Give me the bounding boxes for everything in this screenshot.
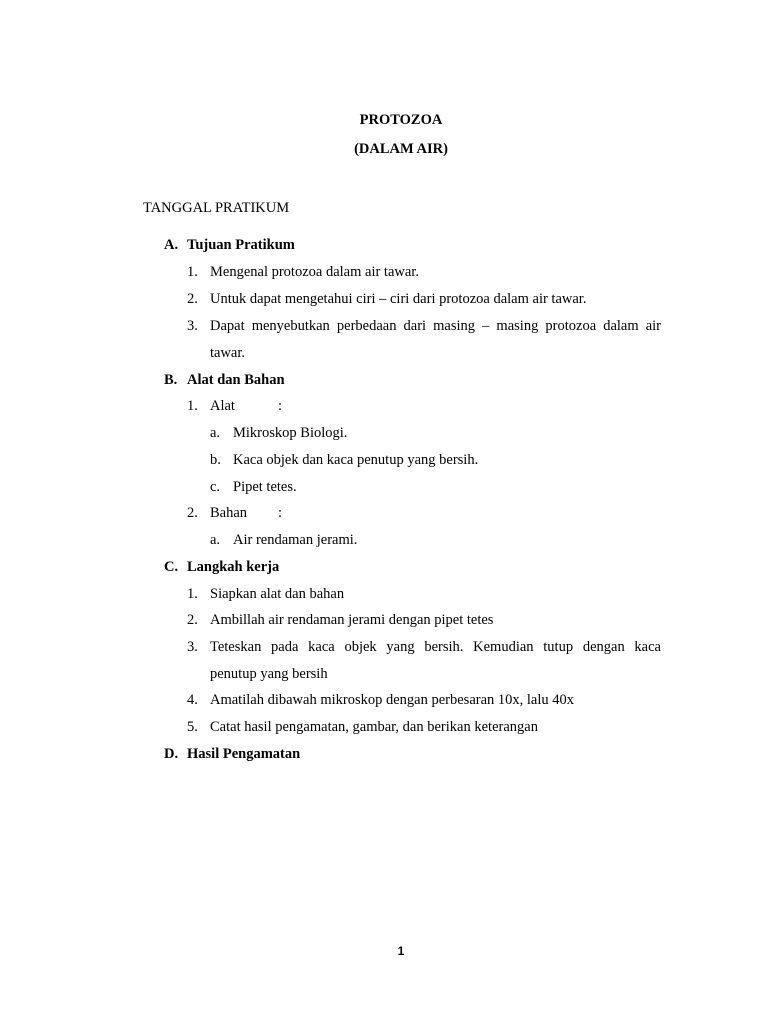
list-letter: b. [210, 452, 221, 468]
section-c-marker: C. [164, 559, 179, 575]
bahan-colon: : [278, 505, 283, 521]
list-item: Teteskan pada kaca objek yang bersih. Kemudian tutup dengan kaca [210, 639, 661, 655]
page-number: 1 [397, 944, 405, 958]
list-item: Pipet tetes. [233, 479, 297, 495]
list-number: 2. [187, 291, 198, 307]
list-number: 1. [187, 398, 198, 414]
list-item: Amatilah dibawah mikroskop dengan perbesaran 10x, lalu 40x [210, 692, 575, 708]
section-d-marker: D. [164, 746, 179, 762]
list-number: 5. [187, 719, 198, 735]
section-b-marker: B. [164, 372, 178, 388]
list-number: 2. [187, 505, 198, 521]
section-b-heading: Alat dan Bahan [187, 372, 285, 388]
list-item: Catat hasil pengamatan, gambar, dan berikan keterangan [210, 719, 538, 735]
list-number: 1. [187, 586, 198, 602]
list-number: 3. [187, 318, 198, 334]
tanggal-pratikum-label: TANGGAL PRATIKUM [143, 200, 290, 216]
page-subtitle: (DALAM AIR) [354, 141, 448, 157]
list-item: Mikroskop Biologi. [233, 425, 348, 441]
list-item-continuation: tawar. [210, 345, 246, 361]
bahan-label: Bahan [210, 505, 248, 521]
list-item: Air rendaman jerami. [233, 532, 358, 548]
list-item: Mengenal protozoa dalam air tawar. [210, 264, 419, 280]
list-item: Ambillah air rendaman jerami dengan pipet tetes [210, 612, 494, 628]
section-a-marker: A. [164, 237, 179, 253]
list-number: 2. [187, 612, 198, 628]
page-title: PROTOZOA [359, 112, 443, 128]
list-item: Kaca objek dan kaca penutup yang bersih. [233, 452, 479, 468]
list-number: 4. [187, 692, 198, 708]
list-number: 1. [187, 264, 198, 280]
list-item-continuation: penutup yang bersih [210, 666, 328, 682]
section-a-heading: Tujuan Pratikum [187, 237, 295, 253]
alat-colon: : [278, 398, 283, 414]
list-letter: c. [210, 479, 221, 495]
alat-label: Alat [210, 398, 235, 414]
list-letter: a. [210, 425, 221, 441]
section-d-heading: Hasil Pengamatan [187, 746, 301, 762]
list-number: 3. [187, 639, 198, 655]
list-item: Siapkan alat dan bahan [210, 586, 345, 602]
list-item: Dapat menyebutkan perbedaan dari masing – masing protozoa dalam air [210, 318, 661, 334]
list-letter: a. [210, 532, 221, 548]
list-item: Untuk dapat mengetahui ciri – ciri dari protozoa dalam air tawar. [210, 291, 587, 307]
section-c-heading: Langkah kerja [187, 559, 280, 575]
